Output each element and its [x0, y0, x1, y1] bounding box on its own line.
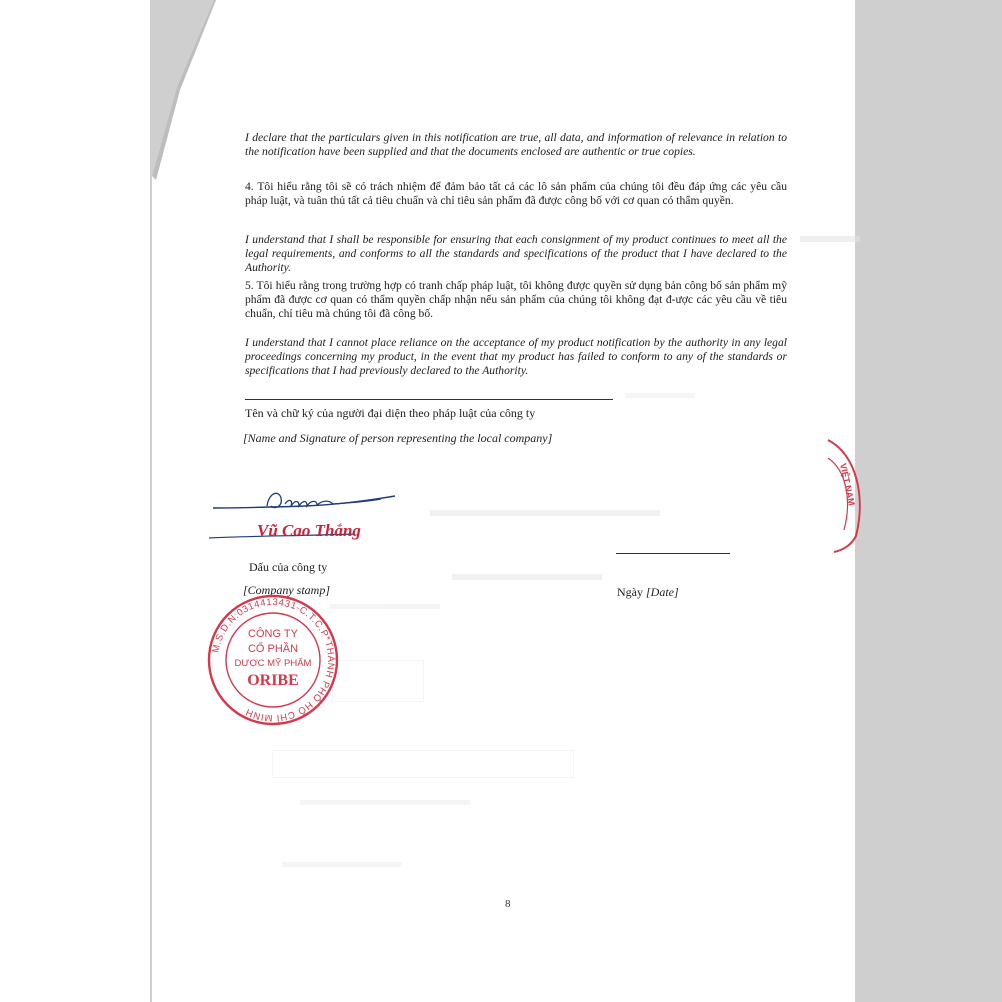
- stamp-line-4: ORIBE: [247, 672, 299, 689]
- stamp-ring-text: M.S.D.N:0314413431-C.T.C.P*THÀNH PHỐ HỒ CHÍ MINH: [210, 596, 337, 724]
- declaration-item5-en: I understand that I cannot place reliance on the acceptance of my product notification by the authority in any legal proceedings concerning my product, in the event that my product has failed to conform to any of the standards or specifications that I had previously declared to the Authority.: [245, 336, 787, 378]
- page-number: 8: [505, 898, 511, 910]
- name-label-vi: Tên và chữ ký của người đại diện theo pháp luật của công ty: [245, 406, 536, 420]
- date-label: [617, 585, 679, 599]
- name-label-en: [Name and Signature of person representing the local company]: [243, 431, 553, 445]
- date-label-vi: Ngày: [617, 585, 643, 599]
- stamp-label-en: [Company stamp]: [243, 583, 331, 597]
- company-stamp: [203, 592, 343, 728]
- stamp-line-3: DƯỢC MỸ PHẨM: [234, 658, 312, 669]
- stamp-label-vi: Dấu của công ty: [249, 560, 328, 574]
- handwritten-signature: [205, 486, 400, 550]
- declaration-item4-vi: 4. Tôi hiểu rằng tôi sẽ có trách nhiệm để đảm bảo tất cả các lô sản phẩm của chúng tôi đều đáp ứng các yêu cầu pháp luật, và tuân thủ tất cả tiêu chuẩn và chỉ tiêu sản phẩm đã được công bố với cơ quan có thẩm quyền.: [245, 180, 787, 208]
- date-rule: [616, 553, 730, 554]
- declaration-intro-en: I declare that the particulars given in this notification are true, all data, and information of relevance in relation to the notification have been supplied and that the documents enclosed are authentic or true copies.: [245, 131, 787, 159]
- declaration-item5-vi: 5. Tôi hiểu rằng trong trường hợp có tranh chấp pháp luật, tôi không được quyền sử dụng bản công bố sản phẩm mỹ phẩm đã được cơ quan có thẩm quyền chấp nhận nếu sản phẩm của chúng tôi không đạt đ-ược các yêu cầu về tiêu chuẩn, chỉ tiêu mà chúng tôi đã công bố.: [245, 279, 787, 321]
- signer-name: Vũ Cao Thắng: [257, 521, 361, 540]
- edge-seal-partial: [826, 436, 866, 554]
- signature-rule: [245, 399, 613, 400]
- stamp-line-1: CÔNG TY: [248, 628, 298, 640]
- edge-seal-text: VIỆT NAM: [838, 462, 857, 507]
- date-label-en: [Date]: [646, 585, 679, 599]
- stamp-line-2: CỔ PHẦN: [247, 643, 299, 655]
- declaration-item4-en: I understand that I shall be responsible for ensuring that each consignment of my product continues to meet all the legal requirements, and conforms to all the standards and specifications of the product that I have declared to the Authority.: [245, 233, 787, 275]
